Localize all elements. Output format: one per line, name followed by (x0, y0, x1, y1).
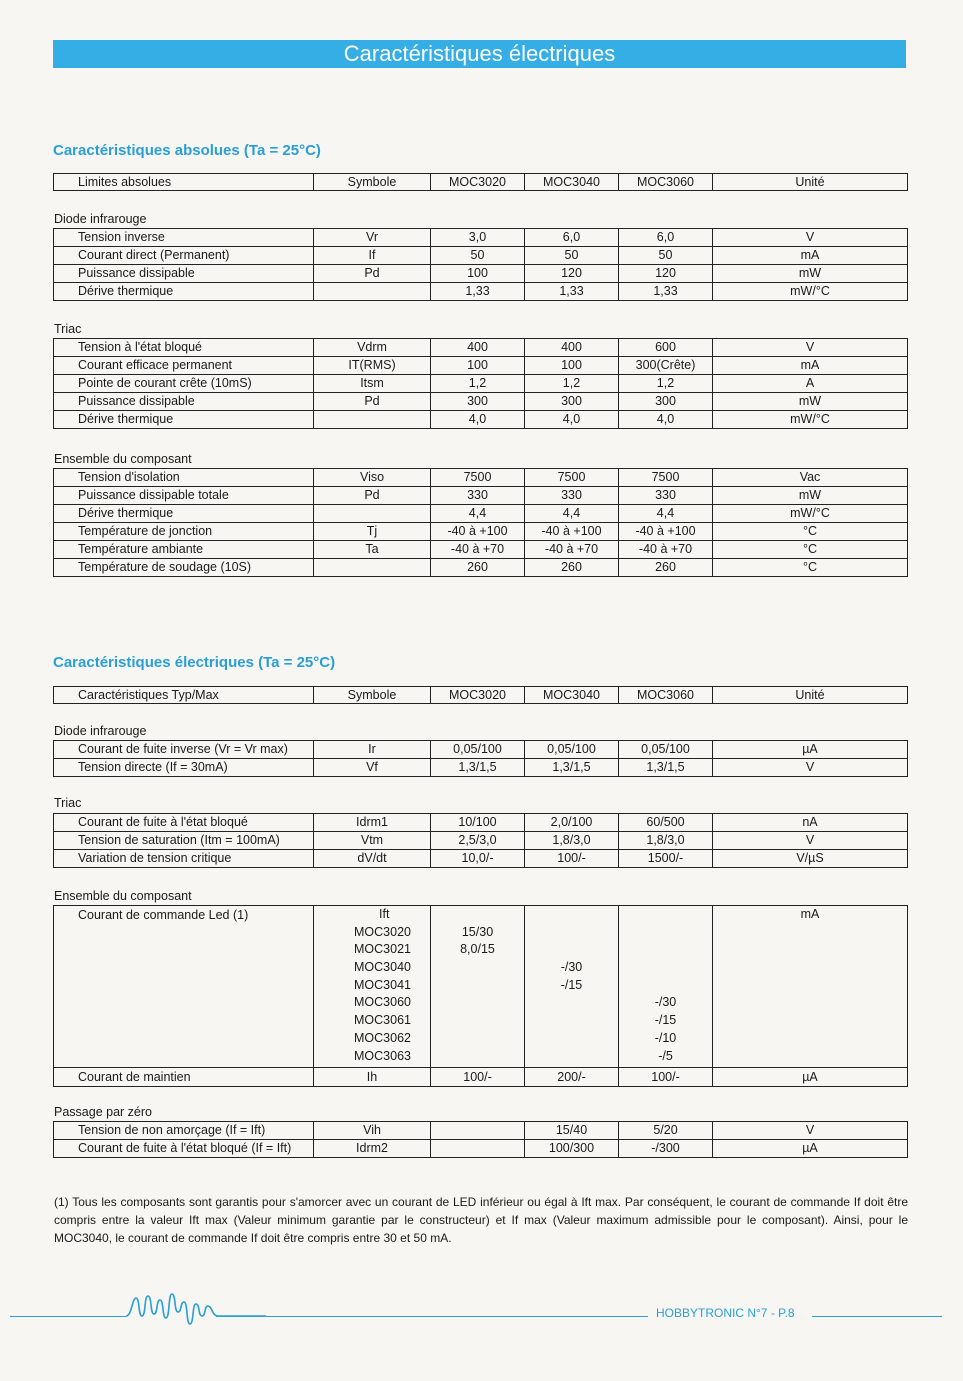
row-label: Courant direct (Permanent) (54, 247, 314, 265)
stack-value: MOC3063 (354, 1048, 411, 1063)
stack-value: MOC3041 (354, 977, 411, 992)
unit-cell: V (713, 1122, 908, 1140)
moc3060-cell: 1500/- (619, 850, 713, 868)
row-label: Courant efficace permanent (54, 357, 314, 375)
stack-value (619, 977, 712, 995)
moc3020-cell: 50 (431, 247, 525, 265)
group-label-zero-cross: Passage par zéro (54, 1105, 152, 1119)
symbol-cell: Pd (314, 393, 431, 411)
row-label: Dérive thermique (54, 411, 314, 429)
table-row (54, 832, 908, 850)
moc3040-cell: 2,0/100 (525, 814, 619, 832)
moc3040-cell: 330 (525, 487, 619, 505)
row-label: Caractéristiques Typ/Max (54, 687, 314, 704)
stack-value: 15/30 (461, 924, 494, 939)
page-banner: Caractéristiques électriques (53, 40, 906, 68)
moc3020-cell: -40 à +70 (431, 541, 525, 559)
symbol-cell: Pd (314, 487, 431, 505)
table-row (54, 759, 908, 777)
moc3040-cell: 15/40 (525, 1122, 619, 1140)
stack-value (525, 906, 618, 924)
moc3060-cell (619, 906, 713, 1068)
moc3020-cell: 7500 (431, 469, 525, 487)
moc3040-cell: 1,8/3,0 (525, 832, 619, 850)
stack-value: -/30 (560, 960, 583, 975)
stack-value (431, 977, 524, 995)
symbol-cell (314, 559, 431, 577)
electrical-table-zero-cross (53, 1121, 908, 1158)
table-row (54, 339, 908, 357)
absolute-table-diode (53, 228, 908, 301)
symbol-cell: IT(RMS) (314, 357, 431, 375)
moc3020-cell: 4,4 (431, 505, 525, 523)
row-label: Tension de saturation (Itm = 100mA) (54, 832, 314, 850)
stack-value (525, 1048, 618, 1066)
moc3060-cell: -40 à +70 (619, 541, 713, 559)
moc3060-cell: MOC3060 (619, 174, 713, 191)
moc3020-cell: 260 (431, 559, 525, 577)
moc3040-cell (525, 906, 619, 1068)
symbol-cell: Viso (314, 469, 431, 487)
symbol-cell: Ta (314, 541, 431, 559)
stack-value: -/30 (654, 995, 677, 1010)
moc3020-cell: 10/100 (431, 814, 525, 832)
absolute-table-ensemble (53, 468, 908, 577)
moc3020-cell (431, 1122, 525, 1140)
electrical-header-row (53, 686, 908, 704)
moc3040-cell: 120 (525, 265, 619, 283)
moc3040-cell: 4,0 (525, 411, 619, 429)
moc3040-cell: 100/- (525, 850, 619, 868)
unit-cell: A (713, 375, 908, 393)
symbol-cell (314, 283, 431, 301)
electrical-table-triac (53, 813, 908, 868)
unit-cell: Unité (713, 174, 908, 191)
absolute-header-row (53, 173, 908, 191)
wave-logo-icon (126, 1288, 266, 1328)
symbol-cell: Ir (314, 741, 431, 759)
unit-cell: V/µS (713, 850, 908, 868)
group-label-ensemble: Ensemble du composant (54, 452, 192, 466)
stack-value: MOC3060 (354, 995, 411, 1010)
moc3020-cell: 4,0 (431, 411, 525, 429)
symbol-cell: Vr (314, 229, 431, 247)
moc3020-cell: MOC3020 (431, 174, 525, 191)
moc3060-cell: 120 (619, 265, 713, 283)
moc3020-cell (431, 906, 525, 1068)
table-row (54, 559, 908, 577)
group-label-ensemble-elec: Ensemble du composant (54, 889, 192, 903)
table-row (54, 814, 908, 832)
stack-value (525, 1012, 618, 1030)
moc3020-cell: 100 (431, 357, 525, 375)
moc3040-cell: -40 à +100 (525, 523, 619, 541)
stack-value (525, 924, 618, 942)
moc3020-cell: 100 (431, 265, 525, 283)
row-label: Température ambiante (54, 541, 314, 559)
symbol-cell: Ih (314, 1068, 431, 1087)
symbol-cell: Itsm (314, 375, 431, 393)
moc3020-cell: 0,05/100 (431, 741, 525, 759)
stack-value (525, 994, 618, 1012)
row-label: Courant de maintien (54, 1068, 314, 1087)
electrical-table-diode (53, 740, 908, 777)
row-label: Tension directe (If = 30mA) (54, 759, 314, 777)
table-row (54, 411, 908, 429)
symbol-cell (314, 906, 431, 1068)
unit-cell: mA (713, 357, 908, 375)
stack-value (619, 924, 712, 942)
footer-rule-right (812, 1316, 942, 1317)
moc3040-cell: 200/- (525, 1068, 619, 1087)
table-row (54, 393, 908, 411)
moc3040-cell: -40 à +70 (525, 541, 619, 559)
stack-value (619, 906, 712, 924)
unit-cell: V (713, 339, 908, 357)
stack-value (431, 959, 524, 977)
stack-value: MOC3061 (354, 1013, 411, 1028)
table-row (54, 487, 908, 505)
table-row (54, 283, 908, 301)
footnote: (1) Tous les composants sont garantis pour s'amorcer avec un courant de LED inférieur ou égal à Ift max. Par conséquent, le courant de commande If doit être compris entre la valeur Ift max (Valeur minimum garantie par le constructeur) et If max (Valeur maximum admissible pour le composant). Ainsi, pour le MOC3040, le courant de commande If doit être compris entre 30 et 50 mA. (54, 1195, 908, 1245)
moc3020-cell (431, 1140, 525, 1158)
table-row (54, 174, 908, 191)
stack-value (431, 994, 524, 1012)
stack-value: Ift (379, 907, 390, 921)
symbol-cell: Idrm1 (314, 814, 431, 832)
row-label: Courant de fuite à l'état bloqué (54, 814, 314, 832)
row-label: Puissance dissipable (54, 265, 314, 283)
moc3020-cell: 2,5/3,0 (431, 832, 525, 850)
moc3060-cell: 7500 (619, 469, 713, 487)
moc3060-cell: 300 (619, 393, 713, 411)
unit-cell: mW/°C (713, 505, 908, 523)
stack-value: -/10 (654, 1030, 677, 1045)
moc3040-cell: MOC3040 (525, 174, 619, 191)
unit-cell: mA (713, 906, 908, 1068)
moc3040-cell: 50 (525, 247, 619, 265)
moc3060-cell: 4,0 (619, 411, 713, 429)
footer-rule-left (10, 1316, 126, 1317)
row-label: Puissance dissipable totale (54, 487, 314, 505)
moc3060-cell: 0,05/100 (619, 741, 713, 759)
unit-cell: mW (713, 265, 908, 283)
moc3060-cell: 4,4 (619, 505, 713, 523)
moc3060-cell: 330 (619, 487, 713, 505)
stack-value (619, 941, 712, 959)
table-row (54, 469, 908, 487)
moc3040-cell: 4,4 (525, 505, 619, 523)
moc3060-cell: 1,33 (619, 283, 713, 301)
moc3020-cell: 330 (431, 487, 525, 505)
moc3060-cell: MOC3060 (619, 687, 713, 704)
moc3060-cell: 60/500 (619, 814, 713, 832)
unit-cell: Vac (713, 469, 908, 487)
row-label: Courant de fuite à l'état bloqué (If = Ift) (54, 1140, 314, 1158)
symbol-cell: Vf (314, 759, 431, 777)
symbol-cell: Tj (314, 523, 431, 541)
row-label: Tension de non amorçage (If = Ift) (54, 1122, 314, 1140)
group-label-triac-elec: Triac (54, 796, 82, 810)
moc3040-cell: 260 (525, 559, 619, 577)
moc3060-cell: 300(Crête) (619, 357, 713, 375)
row-label: Pointe de courant crête (10mS) (54, 375, 314, 393)
moc3040-cell: 300 (525, 393, 619, 411)
stack-value: MOC3020 (354, 924, 411, 939)
moc3040-cell: 100 (525, 357, 619, 375)
row-label: Courant de commande Led (1) (54, 906, 314, 1068)
footer-page-ref: HOBBYTRONIC N°7 - P.8 (656, 1306, 795, 1320)
moc3060-cell: 6,0 (619, 229, 713, 247)
row-label: Courant de fuite inverse (Vr = Vr max) (54, 741, 314, 759)
moc3060-cell: -40 à +100 (619, 523, 713, 541)
table-row (54, 850, 908, 868)
moc3060-cell: 1,3/1,5 (619, 759, 713, 777)
symbol-cell: Vdrm (314, 339, 431, 357)
table-row (54, 229, 908, 247)
table-row (54, 505, 908, 523)
stack-value: -/5 (658, 1048, 673, 1063)
absolute-table-triac (53, 338, 908, 429)
row-label: Température de jonction (54, 523, 314, 541)
moc3020-cell: 400 (431, 339, 525, 357)
stack-value: MOC3040 (354, 960, 411, 975)
stack-value (525, 941, 618, 959)
group-label-triac: Triac (54, 322, 82, 336)
row-label: Variation de tension critique (54, 850, 314, 868)
unit-cell: °C (713, 541, 908, 559)
moc3020-cell: -40 à +100 (431, 523, 525, 541)
moc3020-cell: 1,3/1,5 (431, 759, 525, 777)
electrical-section-title: Caractéristiques électriques (Ta = 25°C) (53, 654, 336, 671)
stack-value (431, 906, 524, 924)
moc3060-cell: 5/20 (619, 1122, 713, 1140)
unit-cell: µA (713, 1068, 908, 1087)
unit-cell: µA (713, 741, 908, 759)
stack-value (431, 1048, 524, 1066)
row-label: Dérive thermique (54, 505, 314, 523)
moc3020-cell: 1,33 (431, 283, 525, 301)
symbol-cell: Symbole (314, 687, 431, 704)
moc3040-cell: 0,05/100 (525, 741, 619, 759)
unit-cell: nA (713, 814, 908, 832)
symbol-cell: Pd (314, 265, 431, 283)
table-row (54, 523, 908, 541)
absolute-section-title: Caractéristiques absolues (Ta = 25°C) (53, 142, 321, 159)
table-row (54, 375, 908, 393)
row-label: Température de soudage (10S) (54, 559, 314, 577)
unit-cell: mW (713, 393, 908, 411)
table-row (54, 247, 908, 265)
symbol-cell (314, 505, 431, 523)
moc3040-cell: 6,0 (525, 229, 619, 247)
table-row (54, 1068, 908, 1087)
moc3060-cell: 600 (619, 339, 713, 357)
footer-rule-mid (216, 1316, 648, 1317)
moc3020-cell: 100/- (431, 1068, 525, 1087)
moc3060-cell: 50 (619, 247, 713, 265)
moc3060-cell: 1,8/3,0 (619, 832, 713, 850)
stack-value (431, 1030, 524, 1048)
table-row (54, 741, 908, 759)
table-row (54, 265, 908, 283)
symbol-cell (314, 411, 431, 429)
symbol-cell: Idrm2 (314, 1140, 431, 1158)
electrical-table-ensemble (53, 905, 908, 1087)
unit-cell: mW/°C (713, 411, 908, 429)
moc3040-cell: 400 (525, 339, 619, 357)
table-row (54, 906, 908, 1068)
stack-value: -/15 (560, 977, 583, 992)
unit-cell: °C (713, 523, 908, 541)
stack-value: MOC3062 (354, 1030, 411, 1045)
moc3060-cell: 100/- (619, 1068, 713, 1087)
table-row (54, 687, 908, 704)
stack-value: MOC3021 (354, 942, 411, 957)
symbol-cell: If (314, 247, 431, 265)
moc3020-cell: 1,2 (431, 375, 525, 393)
moc3020-cell: 3,0 (431, 229, 525, 247)
symbol-cell: Vtm (314, 832, 431, 850)
moc3020-cell: MOC3020 (431, 687, 525, 704)
stack-value (525, 1030, 618, 1048)
unit-cell: mW/°C (713, 283, 908, 301)
row-label: Dérive thermique (54, 283, 314, 301)
stack-value: -/15 (654, 1013, 677, 1028)
moc3060-cell: 1,2 (619, 375, 713, 393)
row-label: Tension à l'état bloqué (54, 339, 314, 357)
row-label: Tension inverse (54, 229, 314, 247)
stack-value (431, 1012, 524, 1030)
group-label-diode: Diode infrarouge (54, 212, 147, 226)
row-label: Puissance dissipable (54, 393, 314, 411)
group-label-diode-elec: Diode infrarouge (54, 724, 147, 738)
table-row (54, 541, 908, 559)
moc3040-cell: 100/300 (525, 1140, 619, 1158)
symbol-cell: Symbole (314, 174, 431, 191)
table-row (54, 1140, 908, 1158)
unit-cell: V (713, 759, 908, 777)
unit-cell: mA (713, 247, 908, 265)
unit-cell: V (713, 832, 908, 850)
unit-cell: µA (713, 1140, 908, 1158)
moc3040-cell: 1,33 (525, 283, 619, 301)
row-label: Tension d'isolation (54, 469, 314, 487)
table-row (54, 1122, 908, 1140)
stack-value (619, 959, 712, 977)
row-label: Limites absolues (54, 174, 314, 191)
moc3020-cell: 300 (431, 393, 525, 411)
symbol-cell: Vih (314, 1122, 431, 1140)
table-row (54, 357, 908, 375)
moc3040-cell: 1,2 (525, 375, 619, 393)
symbol-cell: dV/dt (314, 850, 431, 868)
moc3020-cell: 10,0/- (431, 850, 525, 868)
unit-cell: Unité (713, 687, 908, 704)
stack-value: 8,0/15 (460, 942, 495, 957)
moc3040-cell: MOC3040 (525, 687, 619, 704)
moc3040-cell: 1,3/1,5 (525, 759, 619, 777)
moc3060-cell: -/300 (619, 1140, 713, 1158)
unit-cell: V (713, 229, 908, 247)
moc3040-cell: 7500 (525, 469, 619, 487)
unit-cell: °C (713, 559, 908, 577)
moc3060-cell: 260 (619, 559, 713, 577)
unit-cell: mW (713, 487, 908, 505)
